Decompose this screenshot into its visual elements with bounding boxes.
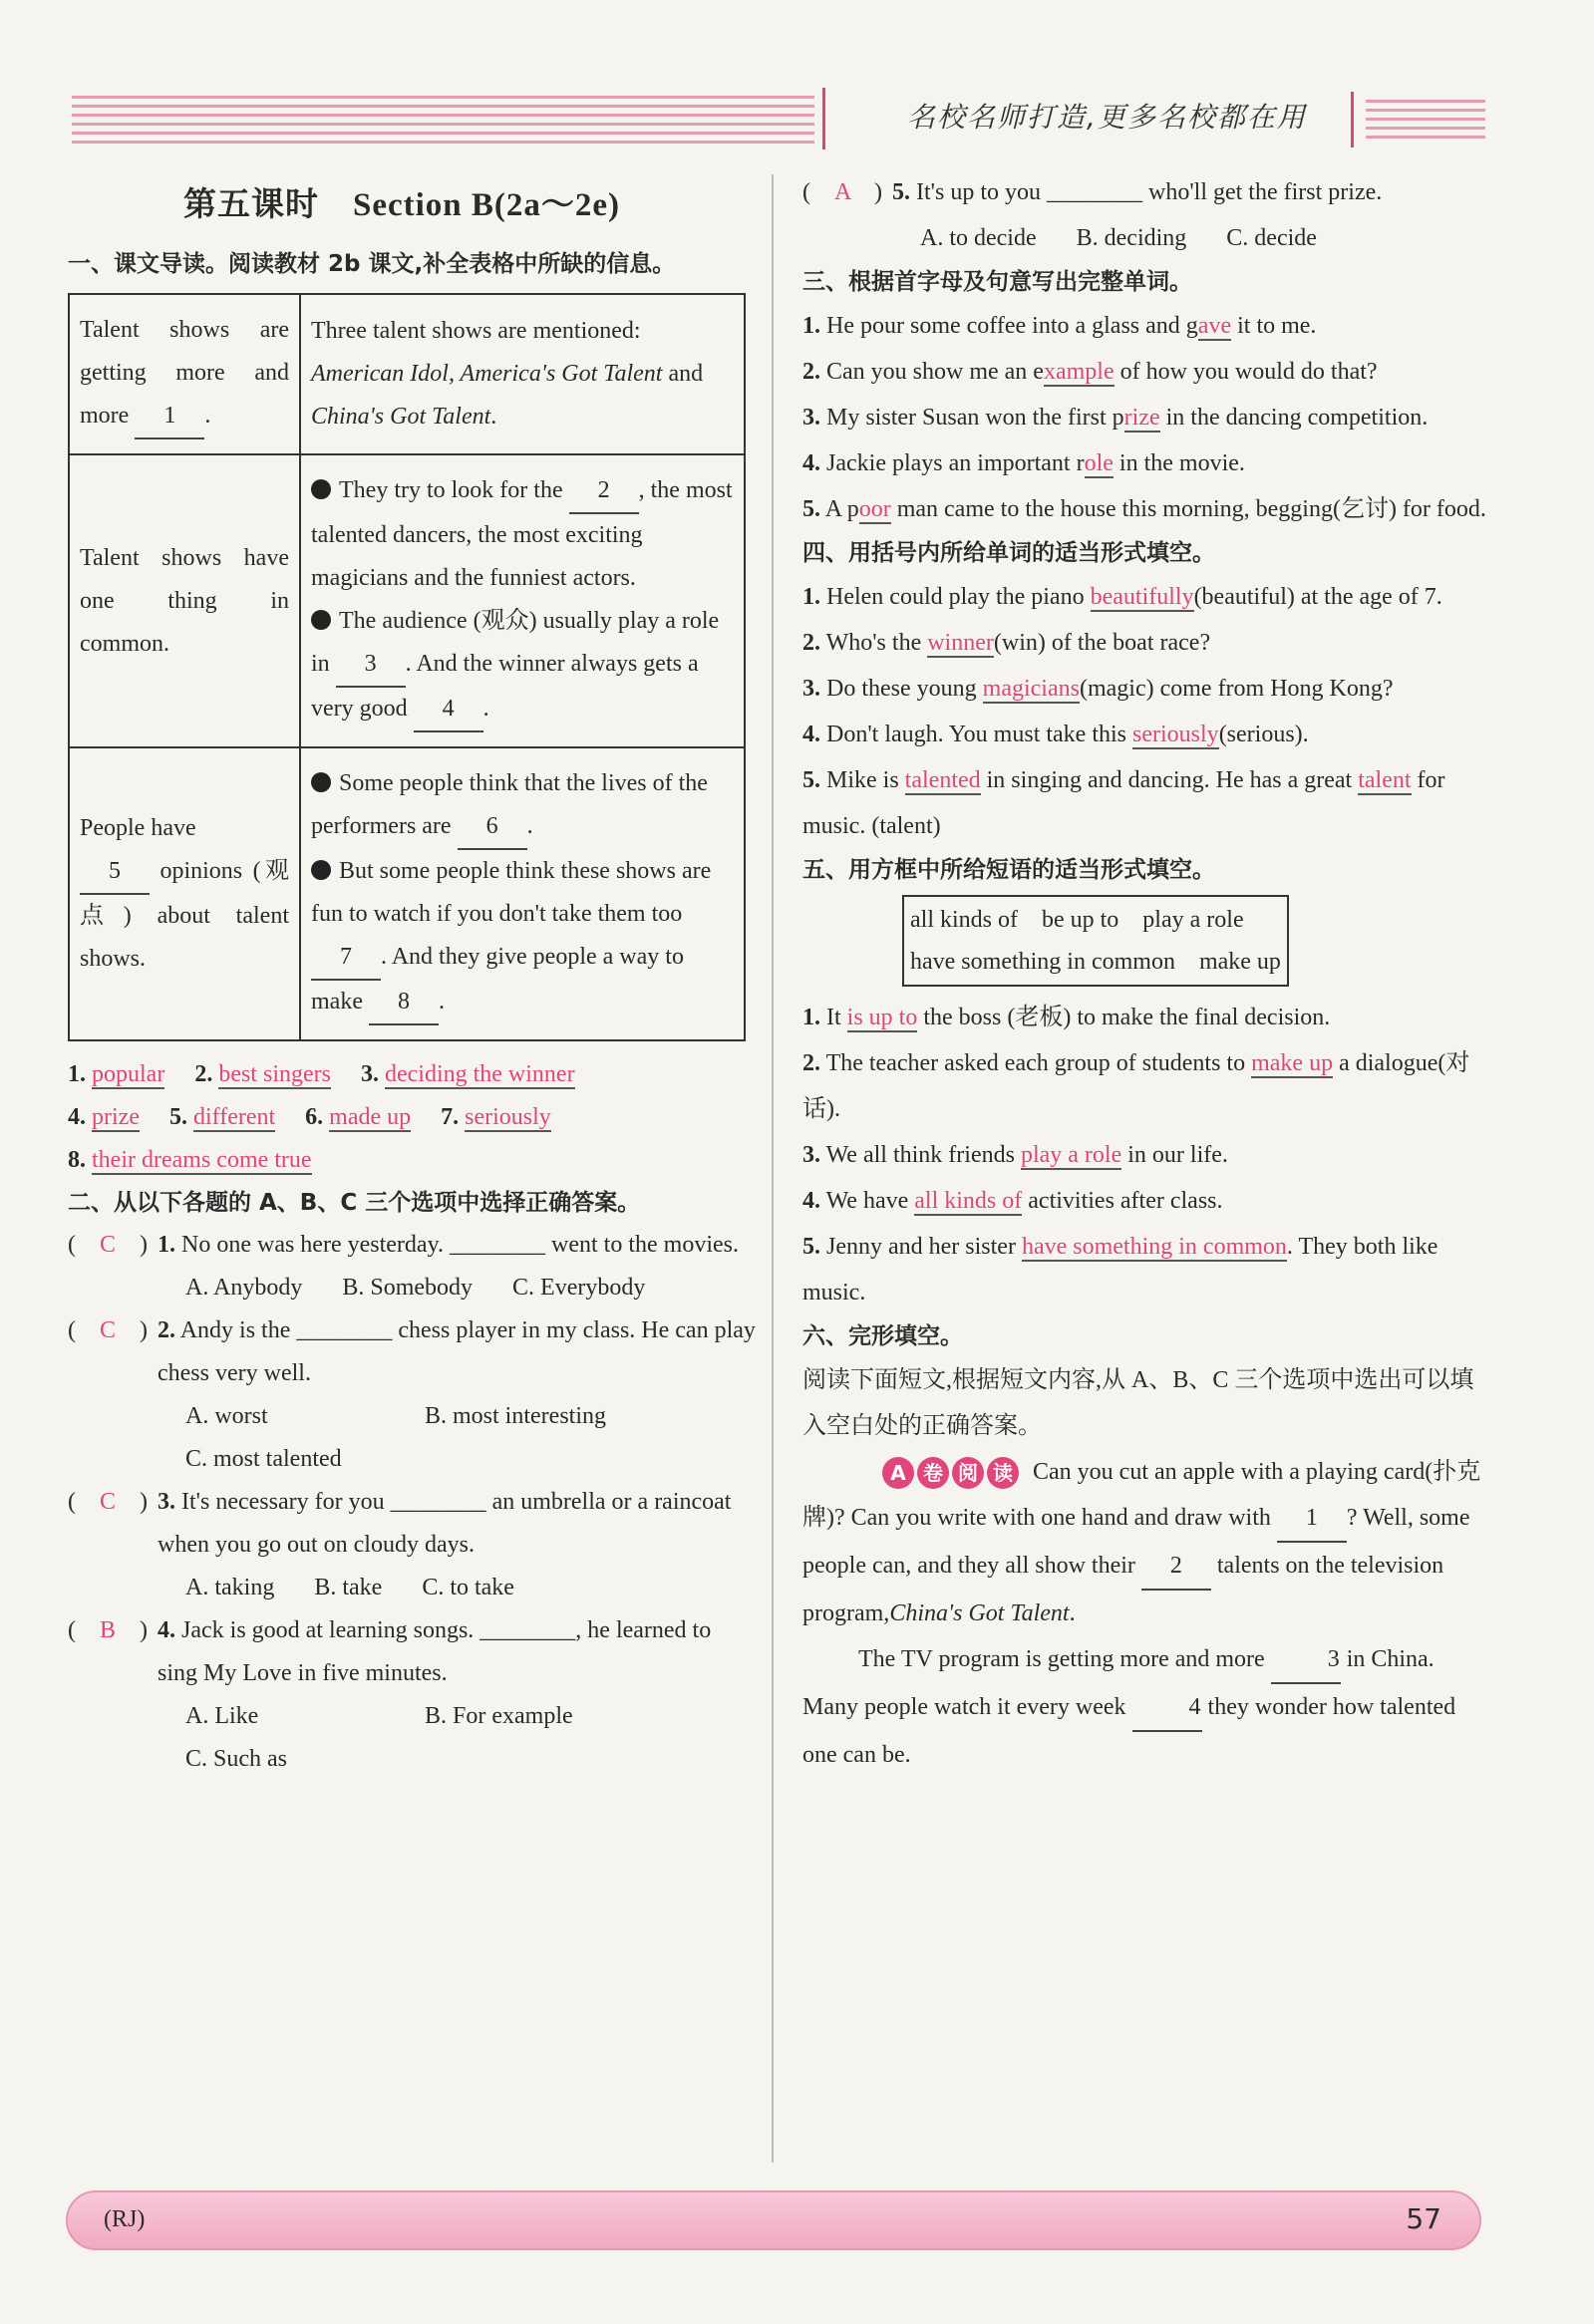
bullet-icon bbox=[311, 479, 331, 499]
blank-1: 1 bbox=[135, 395, 204, 439]
page-footer bbox=[66, 2190, 1481, 2250]
mc-question-3: ( C ) 3. It's necessary for you ________ an umbrella or a raincoat when you go out on cloudy days. A. taking B. take C. to take bbox=[68, 1489, 732, 1600]
reading-table bbox=[68, 293, 746, 1041]
s4-item: 1. Helen could play the piano beautifully(beautiful) at the age of 7. bbox=[802, 584, 1442, 610]
bullet-icon bbox=[311, 772, 331, 792]
s3-item: 1. He pour some coffee into a glass and gave it to me. bbox=[802, 313, 1317, 339]
section-1-heading: 一、课文导读。阅读教材 2b 课文,补全表格中所缺的信息。 bbox=[68, 251, 676, 277]
bullet-icon bbox=[311, 860, 331, 880]
s4-item: 5. Mike is talented in singing and dancing. He has a great talent for music. (talent) bbox=[802, 767, 1445, 839]
table-cell: Talent shows have one thing in common. bbox=[69, 454, 300, 747]
s4-item: 2. Who's the winner(win) of the boat race? bbox=[802, 630, 1211, 656]
blank-4: 4 bbox=[414, 688, 483, 732]
cloze-blank-4: 4 bbox=[1132, 1684, 1202, 1732]
section-4-heading: 四、用括号内所给单词的适当形式填空。 bbox=[802, 540, 1215, 566]
blank-6: 6 bbox=[458, 805, 527, 850]
s3-item: 5. A poor man came to the house this morning, begging(乞讨) for food. bbox=[802, 496, 1486, 522]
header-slogan: 名校名师打造,更多名校都在用 bbox=[907, 101, 1307, 134]
s5-item: 2. The teacher asked each group of students to make up a dialogue(对话). bbox=[802, 1050, 1470, 1122]
header-separator bbox=[1351, 92, 1354, 147]
s5-item: 4. We have all kinds of activities after class. bbox=[802, 1188, 1223, 1214]
s3-item: 3. My sister Susan won the first prize in the dancing competition. bbox=[802, 405, 1429, 431]
cloze-blank-3: 3 bbox=[1271, 1636, 1341, 1684]
cloze-instructions: 阅读下面短文,根据短文内容,从 A、B、C 三个选项中选出可以填入空白处的正确答案。 bbox=[802, 1367, 1474, 1439]
column-divider bbox=[772, 174, 774, 2163]
s5-item: 5. Jenny and her sister have something in common. They both like music. bbox=[802, 1234, 1438, 1306]
blank-2: 2 bbox=[569, 469, 639, 514]
s5-item: 3. We all think friends play a role in our life. bbox=[802, 1142, 1228, 1168]
s3-item: 2. Can you show me an example of how you would do that? bbox=[802, 359, 1378, 385]
section-3-heading: 三、根据首字母及句意写出完整单词。 bbox=[802, 269, 1192, 295]
header-decor-lines-right bbox=[1366, 100, 1485, 144]
cloze-blank-1: 1 bbox=[1277, 1495, 1347, 1543]
s4-item: 3. Do these young magicians(magic) come from Hong Kong? bbox=[802, 676, 1394, 702]
mc-question-4: ( B ) 4. Jack is good at learning songs. ________, he learned to sing My Love in five minutes. A. Like B. For example C. Such as bbox=[68, 1617, 712, 1772]
mc-question-2: ( C ) 2. Andy is the ________ chess player in my class. He can play chess very well. A. worst B. most interesting C. most talented bbox=[68, 1317, 756, 1472]
table-cell: People have 5 opinions (观点) about talent shows. bbox=[69, 747, 300, 1040]
header-separator bbox=[822, 88, 825, 149]
right-column bbox=[802, 169, 1490, 1778]
table-cell: Three talent shows are mentioned: American Idol, America's Got Talent and China's Got Talent. bbox=[300, 294, 745, 454]
mc-question-5: ( A ) 5. It's up to you ________ who'll get the first prize. A. to decide B. deciding C. decide bbox=[802, 179, 1383, 251]
cloze-passage: A 卷 阅 读 Can you cut an apple with a playing card(扑克牌)? Can you write with one hand and draw with 1 ? Well, some people can, and they all show their 2 talents on the television program,China's Got Talent. The TV program is getting more and more 3 in China. Many people watch it every week 4 they wonder how talented one can be. bbox=[802, 1459, 1481, 1768]
header-decor-lines-left bbox=[72, 96, 814, 144]
table-cell: They try to look for the 2 , the most talented dancers, the most exciting magicians and the funniest actors. The audience (观众) usually play a role in 3 . And the winner always gets a very good 4 . bbox=[300, 454, 745, 747]
s4-item: 4. Don't laugh. You must take this seriously(serious). bbox=[802, 722, 1309, 747]
table-cell: Talent shows are getting more and more 1 . bbox=[69, 294, 300, 454]
section-5-heading: 五、用方框中所给短语的适当形式填空。 bbox=[802, 857, 1215, 883]
page-title: 第五课时 Section B(2a～2e) bbox=[182, 187, 621, 223]
blank-7: 7 bbox=[311, 936, 381, 981]
left-column bbox=[68, 184, 756, 1781]
s5-item: 1. It is up to the boss (老板) to make the final decision. bbox=[802, 1005, 1331, 1030]
blank-3: 3 bbox=[336, 643, 406, 688]
phrase-box: all kinds of be up to play a role have something in common make up bbox=[902, 895, 1289, 987]
blank-5: 5 bbox=[80, 850, 150, 895]
reading-badge: A 卷 阅 读 bbox=[882, 1457, 1019, 1489]
blank-8: 8 bbox=[369, 981, 439, 1025]
section-2-heading: 二、从以下各题的 A、B、C 三个选项中选择正确答案。 bbox=[68, 1190, 641, 1216]
table-cell: Some people think that the lives of the performers are 6 . But some people think these shows are fun to watch if you don't take them too 7 . And they give people a way to make 8 . bbox=[300, 747, 745, 1040]
cloze-blank-2: 2 bbox=[1141, 1543, 1211, 1591]
bullet-icon bbox=[311, 610, 331, 630]
answers-section-1: 1. popular 2. best singers 3. deciding the winner 4. prize 5. different 6. made up 7. seriously 8. their dreams come true bbox=[68, 1061, 575, 1173]
section-6-heading: 六、完形填空。 bbox=[802, 1323, 963, 1349]
page-number: 57 bbox=[1406, 2202, 1441, 2235]
s3-item: 4. Jackie plays an important role in the movie. bbox=[802, 450, 1245, 476]
edition-label: (RJ) bbox=[104, 2206, 146, 2232]
mc-question-1: ( C ) 1. No one was here yesterday. ________ went to the movies. A. Anybody B. Somebody C. Everybody bbox=[68, 1232, 739, 1301]
